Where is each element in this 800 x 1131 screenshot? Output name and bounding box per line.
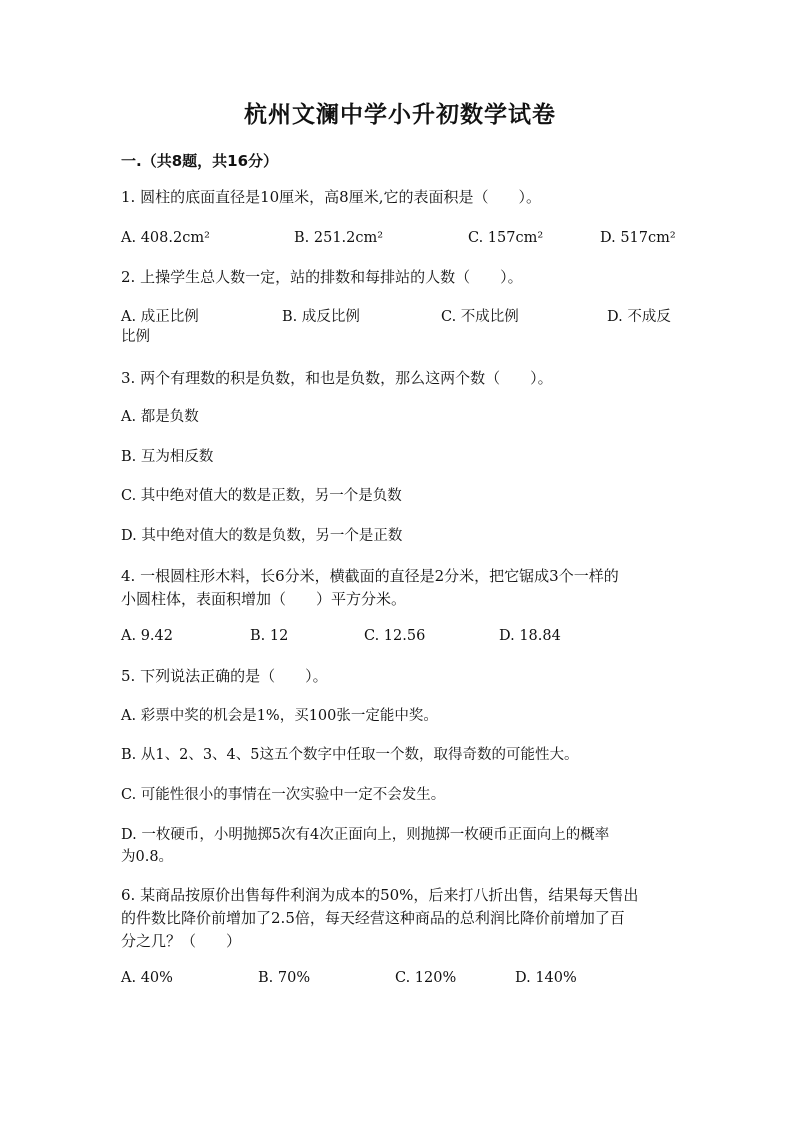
question-2-option-b[interactable]: B. 成反比例 — [282, 309, 360, 325]
question-6-stem-line-1: 6. 某商品按原价出售每件利润为成本的50%，后来打八折出售，结果每天售出 — [121, 886, 639, 904]
question-2-options — [121, 306, 681, 328]
question-1-option-a[interactable]: A. 408.2cm² — [121, 230, 210, 246]
question-1-option-b[interactable]: B. 251.2cm² — [294, 230, 384, 246]
question-6-option-a[interactable]: A. 40% — [121, 970, 173, 986]
question-5-option-a[interactable]: A. 彩票中奖的机会是1%，买100张一定能中奖。 — [121, 708, 438, 724]
question-5-option-d-wrap: 为0.8。 — [121, 849, 174, 865]
question-4-option-c[interactable]: C. 12.56 — [364, 628, 426, 644]
question-6-option-b[interactable]: B. 70% — [258, 970, 311, 986]
question-5-stem: 5. 下列说法正确的是（ ）。 — [121, 667, 328, 685]
question-3-option-c[interactable]: C. 其中绝对值大的数是正数，另一个是负数 — [121, 488, 402, 504]
question-2-option-d-wrap: 比例 — [121, 329, 150, 345]
question-3-option-a[interactable]: A. 都是负数 — [121, 409, 199, 425]
question-4-option-a[interactable]: A. 9.42 — [121, 628, 173, 644]
question-1-options — [121, 227, 681, 249]
question-6-option-c[interactable]: C. 120% — [395, 970, 457, 986]
question-2-option-d[interactable]: D. 不成反 — [607, 309, 671, 325]
question-4-stem-line-1: 4. 一根圆柱形木料，长6分米，横截面的直径是2分米，把它锯成3个一样的 — [121, 567, 619, 585]
question-2-option-c[interactable]: C. 不成比例 — [441, 309, 519, 325]
question-6-stem-line-3: 分之几？（ ） — [121, 932, 242, 950]
question-2-option-a[interactable]: A. 成正比例 — [121, 309, 199, 325]
question-3-option-d[interactable]: D. 其中绝对值大的数是负数，另一个是正数 — [121, 528, 403, 544]
question-3-option-b[interactable]: B. 互为相反数 — [121, 449, 214, 465]
question-4-stem-line-2: 小圆柱体，表面积增加（ ）平方分米。 — [121, 590, 407, 608]
section-heading: 一.（共8题，共16分） — [121, 152, 279, 170]
question-4-options — [121, 625, 681, 647]
question-3-stem: 3. 两个有理数的积是负数，和也是负数，那么这两个数（ ）。 — [121, 369, 553, 387]
question-1-option-d[interactable]: D. 517cm² — [600, 230, 676, 246]
question-4-option-d[interactable]: D. 18.84 — [499, 628, 561, 644]
question-1-stem: 1. 圆柱的底面直径是10厘米，高8厘米,它的表面积是（ ）。 — [121, 188, 541, 206]
question-5-option-c[interactable]: C. 可能性很小的事情在一次实验中一定不会发生。 — [121, 787, 446, 803]
question-6-option-d[interactable]: D. 140% — [515, 970, 577, 986]
question-1-option-c[interactable]: C. 157cm² — [468, 230, 544, 246]
question-5-option-b[interactable]: B. 从1、2、3、4、5这五个数字中任取一个数，取得奇数的可能性大。 — [121, 747, 579, 763]
question-5-option-d[interactable]: D. 一枚硬币，小明抛掷5次有4次正面向上，则抛掷一枚硬币正面向上的概率 — [121, 827, 610, 843]
question-2-stem: 2. 上操学生总人数一定，站的排数和每排站的人数（ ）。 — [121, 268, 523, 286]
exam-title: 杭州文澜中学小升初数学试卷 — [244, 102, 556, 128]
question-6-stem-line-2: 的件数比降价前增加了2.5倍，每天经营这种商品的总利润比降价前增加了百 — [121, 909, 625, 927]
question-4-option-b[interactable]: B. 12 — [250, 628, 289, 644]
question-6-options — [121, 967, 681, 989]
